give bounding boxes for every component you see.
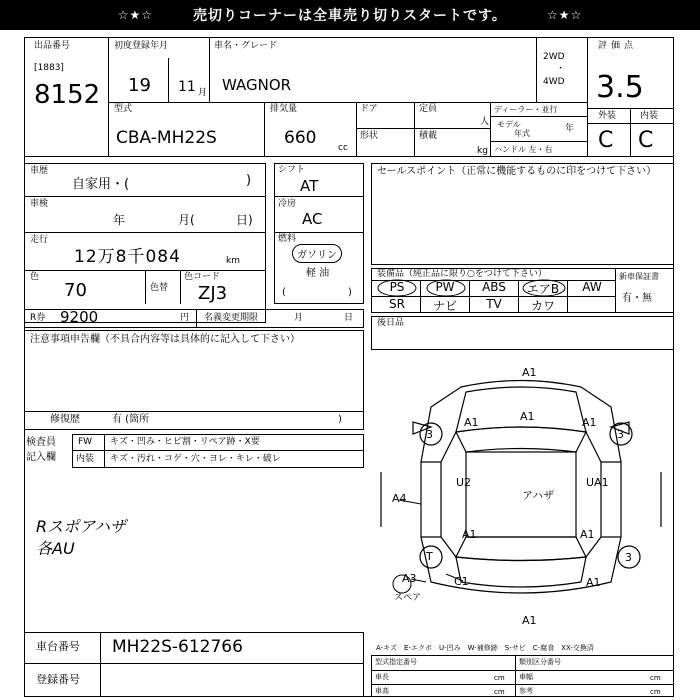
tax-day: 日 [344,313,354,323]
equip-leather: カワ [530,299,555,313]
fuel-diesel: 軽 油 [306,268,330,279]
kg-label: kg [477,146,488,156]
displacement-value: 660 [284,128,317,148]
recycle-value: 9200 [60,308,99,326]
dealer-label: ディーラー・並行 [494,105,558,114]
color-change-label: 色替 [150,283,169,293]
banner-text: 売切りコーナーは全車売り切りスタートです。 [193,8,507,24]
shift-label: シフト [278,165,306,175]
fuel-paren-close: ) [348,287,352,298]
score-label: 評価点 [598,41,638,51]
repair-close: ) [338,414,342,425]
fuel-label: 燃料 [278,234,297,244]
mark-roof: アハザ [522,489,555,502]
int-label: 内装 [640,111,659,121]
equip-navi: ナビ [432,299,457,313]
mark-right-door: UA1 [586,476,609,489]
model-spec-label: 型式指定番号 [375,658,417,666]
handwritten-note-2: 各AU [36,539,75,558]
category-label: 類別区分番号 [519,658,561,666]
fuel-paren-open: ( [282,287,286,298]
color-value: 70 [64,280,87,301]
reg-year: 19 [128,75,151,96]
mark-left-rear-fender: A1 [462,528,477,541]
history-close: ) [246,173,252,188]
handle-label: ハンドル 左・右 [494,145,553,154]
door-label: ドア [360,104,378,114]
capacity-label: 定員 [419,104,438,114]
mark-right-front-tire: 3 [617,428,624,441]
equip-sr: SR [389,297,405,311]
color-label: 色 [30,272,40,282]
lot-small: [1883] [34,63,64,73]
recycle-label: R券 [30,313,46,323]
inspection-label: 車検 [30,199,49,209]
mileage-unit: km [226,256,240,266]
inspection-month: 月( [178,213,195,227]
inspector-label-2: 記入欄 [26,452,56,463]
equipment-label: 装備品（純正品に限り○をつけて下さい） [377,269,547,279]
mark-spare: スペア [394,593,422,603]
inspector-label-1: 検査員 [26,437,56,448]
fuel-gasoline: ガソリン [292,244,342,263]
drive-4wd: 4WD [543,77,565,87]
mileage-value: 12万8千084 [74,247,181,267]
reg-month: 11 [178,79,196,95]
equip-aw: AW [582,280,602,294]
car-name: WAGNOR [222,76,292,94]
after-label: 後日品 [377,318,405,328]
mark-top: A1 [522,366,537,379]
ext-grade: C [598,128,614,153]
width-cm: cm [650,674,661,682]
warranty-label: 新車保証書 [619,272,659,281]
stars-right: ☆★☆ [546,8,583,22]
mark-right-front-fender: A1 [582,416,597,429]
tax-month: 月 [294,313,304,323]
model-year-label2: 年式 [514,129,530,138]
car-label: 車名・グレード [214,41,278,51]
interior-label: 内装 [76,454,95,464]
displacement-label: 排気量 [270,104,298,114]
fw-items: キズ・凹み・ヒビ割・リペア跡・X要 [110,437,260,447]
mark-left-front-fender: A1 [464,416,479,429]
tax-label: 名義変更期限 [204,313,259,323]
height-cm: cm [494,688,505,696]
year-unit: 年 [565,124,575,134]
lot-number: 8152 [34,80,101,110]
mark-bottom: A1 [522,614,537,627]
int-grade: C [638,128,654,153]
shape-label: 形状 [360,131,379,141]
mark-left-front-tire: 3 [426,428,433,441]
cc-label: cc [338,143,348,153]
mileage-label: 走行 [30,235,49,245]
mark-rear-left-c: C1 [454,575,469,588]
mark-left-door: U2 [456,476,472,489]
reg-label: 初度登録年月 [114,41,169,51]
fw-label: FW [78,437,93,447]
sales-box [371,163,674,265]
ext-label: 外装 [598,111,617,121]
mark-hood: A1 [520,410,535,423]
mark-rear-left: A3 [402,572,417,585]
mark-left-rear-tire: T [426,550,433,563]
mark-left-side: A4 [392,492,407,505]
mark-rear-right: A1 [586,576,601,589]
chassis-value: MH22S-612766 [112,637,243,657]
equipment-circles [371,268,674,313]
recycle-unit: 円 [180,313,190,323]
reg-month-unit: 月 [198,88,208,98]
equip-abs: ABS [482,280,506,294]
chassis-label: 車台番号 [36,640,80,653]
ac-value: AC [302,210,323,228]
color-code-label: 色コード [184,272,221,282]
equip-tv: TV [486,297,502,311]
mark-right-rear-tire: 3 [625,551,632,564]
ref-cm: cm [650,688,661,696]
after-box [371,316,674,350]
ac-label: 冷房 [278,199,297,209]
notes-label: 注意事項申告欄（不具合内容等は具体的に記入して下さい） [30,334,300,345]
interior-items: キズ・汚れ・コゲ・穴・ヨレ・キレ・破レ [110,454,281,464]
inspection-day: 日) [236,213,253,227]
history-label: 車歴 [30,166,49,176]
model-label: 型式 [114,104,133,114]
model-year-label: モデル [497,120,521,129]
length-label: 車長 [375,673,389,681]
capacity-unit: 人 [480,117,490,127]
history-value: 自家用・( [72,177,130,192]
header-banner [0,0,700,30]
mark-right-rear-fender: A1 [580,528,595,541]
lot-label: 出品番号 [34,41,71,51]
warranty-value: 有・無 [622,293,652,304]
drive-dot: ・ [556,64,566,74]
model-value: CBA-MH22S [116,128,217,148]
shift-value: AT [300,177,319,195]
equip-ps: PS [389,280,405,294]
repair-value: 有 (箇所 [112,414,150,425]
stars-left: ☆★☆ [117,8,154,22]
legend: A-キズ E-エクボ U-凹み W-補修跡 S-サビ C-腐食 XX-交換済 [376,644,594,652]
loading-label: 積載 [419,131,438,141]
height-label: 車高 [375,687,389,695]
equip-pw: PW [435,280,455,294]
width-label: 車幅 [519,673,533,681]
ref-label: 参考 [519,687,533,695]
color-code-value: ZJ3 [198,283,228,304]
length-cm: cm [494,674,505,682]
equip-airbag: エアB [526,282,560,296]
score-value: 3.5 [596,70,644,105]
repair-label: 修復歴 [50,414,80,425]
drive-2wd: 2WD [543,52,565,62]
registration-label: 登録番号 [36,673,80,686]
inspection-year: 年 [113,213,126,227]
sales-label: セールスポイント（正常に機能するものに印をつけて下さい） [377,166,657,177]
handwritten-note-1: Rスポアハザ [36,517,126,536]
